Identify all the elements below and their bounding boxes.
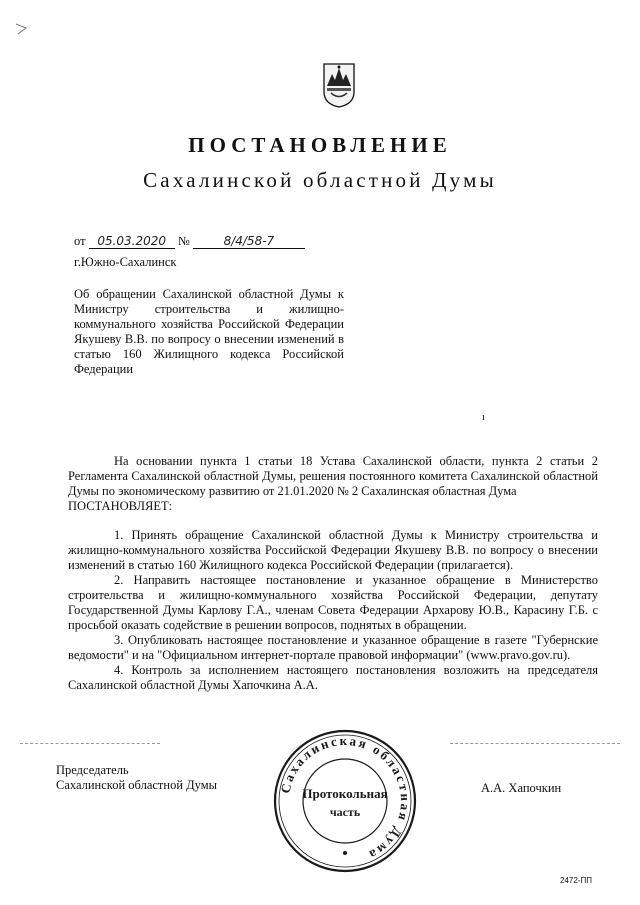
sakhalin-coat-of-arms-icon (322, 62, 356, 108)
preamble: На основании пункта 1 статьи 18 Устава Сахалинской области, пункта 2 статьи 2 Регламента Сахалинской областной Думы, решения постоянного комитета Сахалинской областной Думы по экономическому развитию от 21.01.2020 № 2 Сахалинская областная Дума (68, 454, 598, 498)
resolution-item-4: 4. Контроль за исполнением настоящего постановления возложить на председателя Сахалинской областной Думы Хапочкина А.А. (68, 663, 598, 692)
document-title: ПОСТАНОВЛЕНИЕ (188, 133, 452, 157)
position-line-2: Сахалинской областной Думы (56, 778, 218, 792)
official-seal (270, 726, 420, 876)
seal-center-line-2: часть (329, 805, 361, 819)
city: г.Южно-Сахалинск (74, 255, 177, 269)
scan-line-right (450, 743, 620, 744)
resolution-item-2: 2. Направить настоящее постановление и указанное обращение в Министерство строительства и жилищно-коммунального хозяйства Российской Федерации, депутату Государственной Думы Карлову Г.А., членам Совета Федерации Архарову Ю.В., Карасину Г.Б. с просьбой оказать содействие в решении вопросов, поднятых в обращении. (68, 573, 598, 632)
resolves-heading: ПОСТАНОВЛЯЕТ: (68, 499, 173, 513)
margin-mark: ı (482, 412, 485, 423)
document-subject: Об обращении Сахалинской областной Думы к Министру строительства и жилищно-коммунального хозяйства Российской Федерации Якушеву В.В. по вопросу о внесении изменений в статью 160 Жилищного кодекса Российской Федерации (74, 287, 344, 376)
signatory-position (56, 763, 217, 793)
number-value: 8/4/58-7 (193, 234, 305, 249)
position-line-1: Председатель (56, 763, 129, 777)
scan-line-left (20, 743, 160, 744)
document-body (68, 454, 598, 693)
date-number-line (74, 234, 305, 249)
resolution-item-3: 3. Опубликовать настоящее постановление и указанное обращение в газете "Губернские ведомости" и на "Официальном интернет-портале правовой информации" (www.pravo.gov.ru). (68, 633, 598, 662)
scan-corner-mark (14, 22, 28, 36)
date-prefix: от (74, 234, 86, 248)
signatory-name: А.А. Хапочкин (481, 781, 562, 795)
number-prefix: № (177, 234, 190, 248)
document-subtitle: Сахалинской областной Думы (143, 168, 497, 192)
seal-ring-text: Сахалинская областная Дума (277, 732, 414, 864)
footer-code: 2472-ПП (560, 876, 592, 885)
seal-dot-icon (343, 851, 347, 855)
seal-center-line-1: Протокольная (302, 786, 388, 801)
date-value: 05.03.2020 (89, 234, 175, 249)
resolution-item-1: 1. Принять обращение Сахалинской областной Думы к Министру строительства и жилищно-коммунального хозяйства Российской Федерации Якушеву В.В. по вопросу о внесении изменений в статью 160 Жилищного кодекса Российской Федерации (прилагается). (68, 528, 598, 572)
